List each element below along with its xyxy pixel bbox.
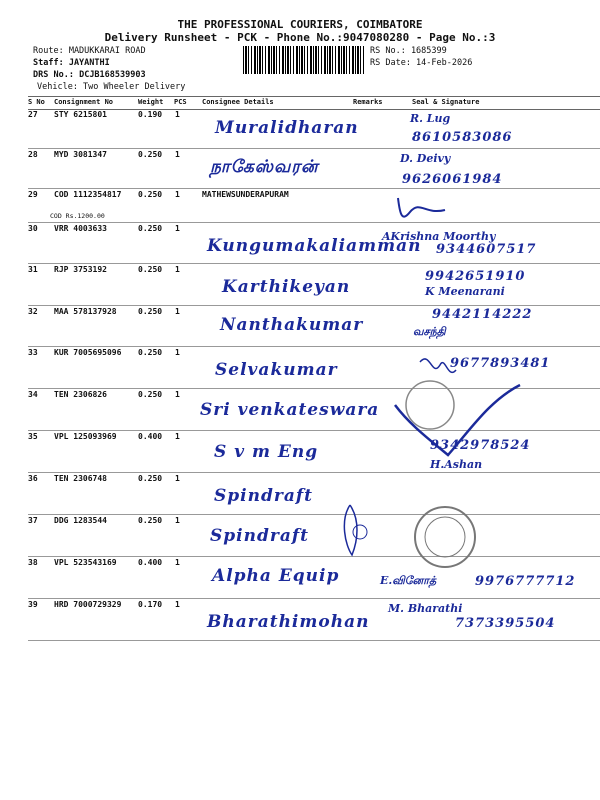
row-consignment: VPL 523543169 (54, 558, 117, 567)
row-consignment: DDG 1283544 (54, 516, 107, 525)
handwritten-name: S v m Eng (214, 442, 319, 462)
row-pcs: 1 (175, 307, 180, 316)
row-sno: 31 (28, 265, 38, 274)
row-sno: 37 (28, 516, 38, 525)
signature: E.வினோத் (380, 574, 437, 587)
cod-amount: COD Rs.1200.00 (50, 212, 105, 220)
row-consignment: MAA 578137928 (54, 307, 117, 316)
row-sno: 28 (28, 150, 38, 159)
rs-number: RS No.: 1685399 (370, 46, 447, 56)
row-weight: 0.250 (138, 348, 163, 357)
col-consignee: Consignee Details (202, 98, 274, 106)
signature: D. Deivy (400, 152, 451, 165)
handwritten-name: Spindraft (210, 526, 310, 546)
row-pcs: 1 (175, 224, 180, 233)
row-pcs: 1 (175, 432, 180, 441)
row-consignment: COD 1112354817 (54, 190, 122, 199)
row-sno: 36 (28, 474, 38, 483)
row-sno: 35 (28, 432, 38, 441)
row-pcs: 1 (175, 265, 180, 274)
handwritten-phone: 9342978524 (430, 438, 531, 453)
signature-scribble-29 (398, 198, 445, 217)
drs-value: DCJB168539903 (79, 70, 146, 80)
row-consignment: STY 6215801 (54, 110, 107, 119)
handwritten-phone: 9976777712 (475, 574, 576, 589)
row-pcs: 1 (175, 558, 180, 567)
row-consignment: HRD 7000729329 (54, 600, 122, 609)
runsheet-title: Delivery Runsheet - PCK - Phone No.:9047080280 - Page No.:3 (104, 31, 496, 44)
circled-two-mark (353, 525, 367, 539)
col-remarks: Remarks (353, 98, 383, 106)
row-weight: 0.400 (138, 432, 163, 441)
col-sno: S No (28, 98, 45, 106)
signature-loop-37 (344, 505, 357, 555)
row-pcs: 1 (175, 190, 180, 199)
drs-label: DRS No.: (33, 70, 74, 80)
row-weight: 0.250 (138, 516, 163, 525)
handwritten-name: Nanthakumar (220, 315, 364, 335)
row-weight: 0.400 (138, 558, 163, 567)
row-sno: 38 (28, 558, 38, 567)
signature: H.Ashan (430, 458, 483, 471)
row-consignment: KUR 7005695096 (54, 348, 122, 357)
row-sno: 32 (28, 307, 38, 316)
vehicle: Vehicle: Two Wheeler Delivery (37, 82, 186, 92)
signature: M. Bharathi (388, 602, 463, 615)
handwritten-name: Alpha Equip (212, 566, 340, 586)
handwritten-phone: 9626061984 (402, 172, 503, 187)
col-weight: Weight (138, 98, 164, 106)
col-consignment: Consignment No (54, 98, 114, 106)
row-pcs: 1 (175, 600, 180, 609)
col-pcs: PCS (174, 98, 187, 106)
row-weight: 0.190 (138, 110, 163, 119)
row-weight: 0.250 (138, 150, 163, 159)
row-consignment: VPL 125093969 (54, 432, 117, 441)
row-consignee: MATHEWSUNDERAPURAM (202, 190, 289, 199)
row-sno: 29 (28, 190, 38, 199)
row-weight: 0.250 (138, 224, 163, 233)
row-consignment: VRR 4003633 (54, 224, 107, 233)
handwritten-phone: 9942651910 (425, 269, 526, 284)
handwritten-name: Karthikeyan (222, 277, 351, 297)
rs-date: RS Date: 14-Feb-2026 (370, 58, 473, 68)
signature-scribble-33 (420, 359, 456, 372)
handwritten-name: Spindraft (214, 486, 314, 506)
row-weight: 0.250 (138, 307, 163, 316)
signature: K Meenarani (425, 285, 505, 298)
seal-stamp-37-inner (425, 517, 465, 557)
handwritten-name: Selvakumar (215, 360, 338, 380)
row-sno: 33 (28, 348, 38, 357)
row-weight: 0.250 (138, 474, 163, 483)
row-pcs: 1 (175, 150, 180, 159)
handwritten-name: Sri venkateswara (200, 400, 380, 420)
signature: R. Lug (410, 112, 451, 125)
staff: Staff: JAYANTHI (33, 58, 110, 68)
row-weight: 0.250 (138, 190, 163, 199)
row-consignment: RJP 3753192 (54, 265, 107, 274)
seal-stamp-37 (415, 507, 475, 567)
handwritten-name: Kungumakaliamman (207, 236, 422, 256)
handwritten-phone: 9344607517 (436, 242, 537, 257)
seal-stamp-34 (406, 381, 454, 429)
row-pcs: 1 (175, 474, 180, 483)
row-weight: 0.250 (138, 265, 163, 274)
handwritten-phone: 9442114222 (432, 307, 533, 322)
route: Route: MADUKKARAI ROAD (33, 46, 146, 56)
col-seal-signature: Seal & Signature (412, 98, 480, 106)
row-sno: 27 (28, 110, 38, 119)
handwritten-phone: 8610583086 (412, 130, 513, 145)
row-pcs: 1 (175, 516, 180, 525)
row-sno: 30 (28, 224, 38, 233)
handwritten-name: Bharathimohan (207, 612, 370, 632)
row-consignment: TEN 2306748 (54, 474, 107, 483)
handwritten-name: Muralidharan (215, 118, 359, 138)
row-pcs: 1 (175, 390, 180, 399)
signature: AKrishna Moorthy (382, 230, 496, 243)
row-sno: 39 (28, 600, 38, 609)
row-weight: 0.250 (138, 390, 163, 399)
company-title: THE PROFESSIONAL COURIERS, COIMBATORE (177, 18, 423, 31)
handwritten-phone: 9677893481 (450, 356, 551, 371)
row-consignment: MYD 3081347 (54, 150, 107, 159)
row-pcs: 1 (175, 110, 180, 119)
handwritten-phone: 7373395504 (455, 616, 556, 631)
signature: வசந்தி (413, 325, 446, 338)
row-consignment: TEN 2306826 (54, 390, 107, 399)
row-sno: 34 (28, 390, 38, 399)
row-weight: 0.170 (138, 600, 163, 609)
row-pcs: 1 (175, 348, 180, 357)
checkmark-stroke (395, 385, 520, 455)
handwritten-name: நாகேஸ்வரன் (210, 157, 319, 177)
